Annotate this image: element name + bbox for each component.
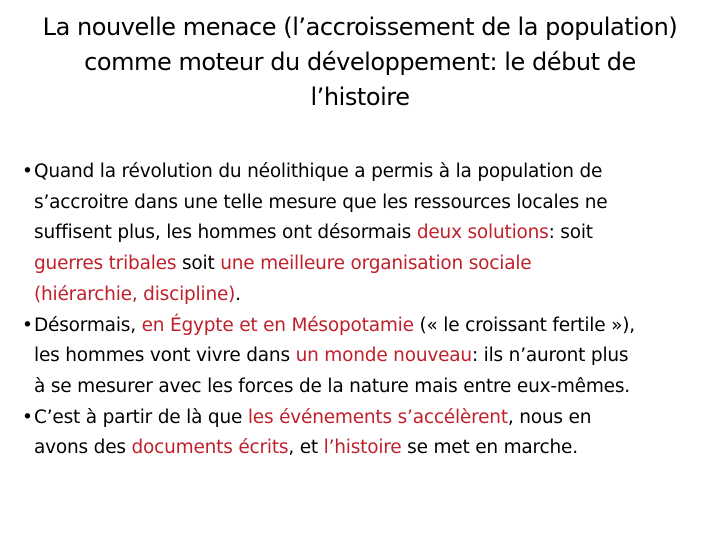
bullet-text: : ils n’auront plus: [471, 345, 629, 367]
highlighted-text: les événements s’accélèrent: [247, 406, 508, 428]
bullet-text: .: [235, 283, 241, 305]
highlighted-text: documents écrits: [131, 437, 289, 459]
bullet-line: [34, 341, 698, 372]
bullet-line: [34, 249, 698, 280]
bullet-list: [22, 157, 698, 464]
slide-title-line: comme moteur du développement: le début de: [84, 48, 636, 76]
highlighted-text: en Égypte et en Mésopotamie: [141, 314, 414, 336]
highlighted-text: l’histoire: [323, 437, 402, 459]
bullet-text: C’est à partir de là que: [34, 406, 248, 428]
bullet-line: [34, 280, 698, 311]
bullet-text: les hommes vont vivre dans: [34, 345, 296, 367]
highlighted-text: une meilleure organisation sociale: [220, 253, 532, 275]
bullet-item: [22, 403, 698, 464]
highlighted-text: (hiérarchie, discipline): [34, 283, 236, 305]
bullet-text: se met en marche.: [401, 437, 578, 459]
bullet-dot: •: [22, 406, 33, 428]
bullet-text: (« le croissant fertile »),: [413, 314, 635, 336]
highlighted-text: guerres tribales: [34, 253, 177, 275]
bullet-text: Désormais,: [34, 314, 142, 336]
bullet-text: s’accroitre dans une telle mesure que les ressources locales ne: [34, 191, 608, 213]
bullet-text: soit: [176, 253, 221, 275]
bullet-line: [34, 218, 698, 249]
bullet-line: [34, 157, 698, 188]
bullet-line: [34, 311, 698, 342]
bullet-line: [34, 188, 698, 219]
bullet-dot: •: [22, 314, 33, 336]
bullet-text: : soit: [548, 222, 593, 244]
bullet-text: , et: [288, 437, 324, 459]
bullet-item: [22, 311, 698, 403]
bullet-text: , nous en: [507, 406, 592, 428]
bullet-line: [34, 403, 698, 434]
highlighted-text: un monde nouveau: [295, 345, 472, 367]
slide-title-line: l’histoire: [310, 83, 410, 111]
slide-title: [8, 10, 712, 115]
bullet-item: [22, 157, 698, 311]
slide-title-line: La nouvelle menace (l’accroissement de la population): [42, 13, 678, 41]
bullet-text: à se mesurer avec les forces de la nature mais entre eux-mêmes.: [34, 375, 630, 397]
bullet-text: suffisent plus, les hommes ont désormais: [34, 222, 417, 244]
bullet-text: Quand la révolution du néolithique a permis à la population de: [34, 161, 603, 182]
bullet-line: [34, 433, 698, 464]
bullet-dot: •: [22, 161, 33, 182]
bullet-text: avons des: [34, 437, 132, 459]
highlighted-text: deux solutions: [416, 222, 549, 244]
bullet-line: [34, 372, 698, 403]
